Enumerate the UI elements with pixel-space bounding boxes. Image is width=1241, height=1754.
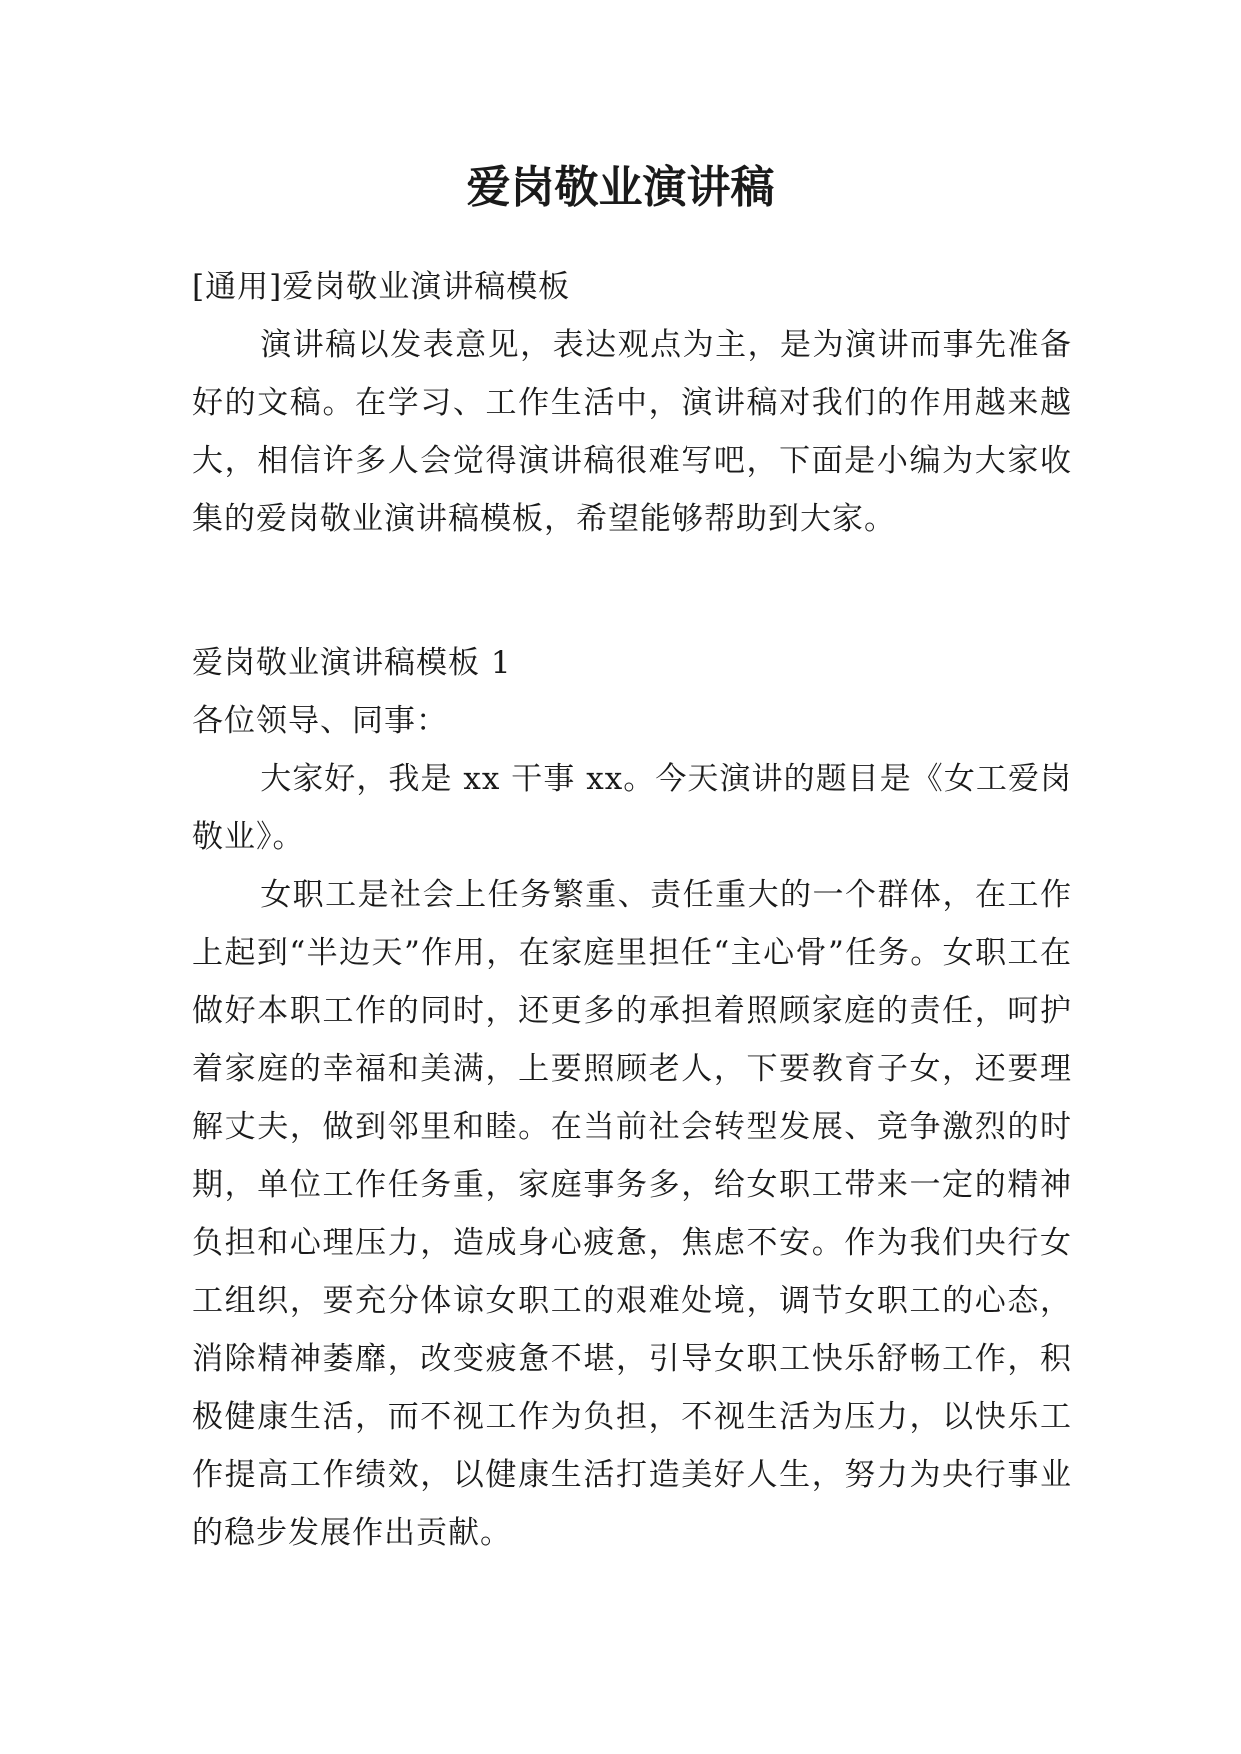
- speech-block: [192, 634, 1072, 1562]
- intro-paragraph: 演讲稿以发表意见，表达观点为主，是为演讲而事先准备好的文稿。在学习、工作生活中，演讲稿对我们的作用越来越大，相信许多人会觉得演讲稿很难写吧，下面是小编为大家收集的爱岗敬业演讲稿模板，希望能够帮助到大家。: [192, 327, 1072, 537]
- document-subtitle: [通用]爱岗敬业演讲稿模板: [192, 269, 571, 305]
- intro-block: [192, 258, 1072, 548]
- section-heading: 爱岗敬业演讲稿模板 1: [192, 645, 512, 681]
- salutation: 各位领导、同事：: [192, 703, 448, 739]
- body-paragraph-2: 女职工是社会上任务繁重、责任重大的一个群体，在工作上起到“半边天”作用，在家庭里担任“主心骨”任务。女职工在做好本职工作的同时，还更多的承担着照顾家庭的责任，呵护着家庭的幸福和美满，上要照顾老人，下要教育子女，还要理解丈夫，做到邻里和睦。在当前社会转型发展、竞争激烈的时期，单位工作任务重，家庭事务多，给女职工带来一定的精神负担和心理压力，造成身心疲惫，焦虑不安。作为我们央行女工组织，要充分体谅女职工的艰难处境，调节女职工的心态，消除精神萎靡，改变疲惫不堪，引导女职工快乐舒畅工作，积极健康生活，而不视工作为负担，不视生活为压力，以快乐工作提高工作绩效，以健康生活打造美好人生，努力为央行事业的稳步发展作出贡献。: [192, 877, 1072, 1551]
- document-title: 爱岗敬业演讲稿: [466, 162, 775, 213]
- body-paragraph-1: 大家好，我是 xx 干事 xx。今天演讲的题目是《女工爱岗敬业》。: [192, 761, 1072, 855]
